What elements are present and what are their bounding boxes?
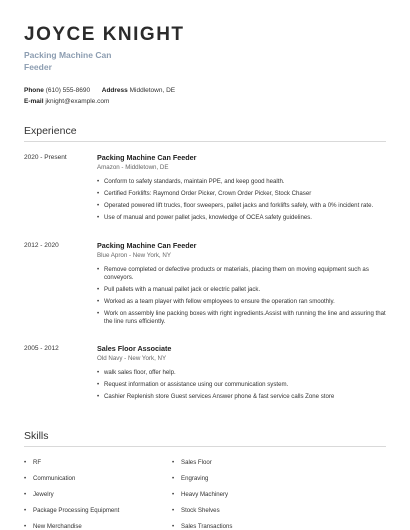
bullet-item: • Pull pallets with a manual pallet jack or electric pallet jack. <box>97 286 387 294</box>
job-date: 2012 - 2020 <box>24 242 59 249</box>
skills-divider <box>24 446 386 447</box>
bullet-item: • Remove completed or defective products or materials, placing them on moving equipment such as conveyors. <box>97 266 387 282</box>
bullet-item: • Request information or assistance using our communication system. <box>97 381 387 389</box>
bullet-item: • Operated powered lift trucks, floor sweepers, pallet jacks and forklifts safely, with a 0% incident rate. <box>97 202 387 210</box>
phone-label: Phone <box>24 87 44 94</box>
experience-divider <box>24 141 386 142</box>
job-date: 2005 - 2012 <box>24 345 59 352</box>
bullet-item: • Certified Forklifts: Raymond Order Picker, Crown Order Picker, Stock Chaser <box>97 190 387 198</box>
contact-line-2 <box>24 96 175 107</box>
job-bullets <box>97 178 387 222</box>
job-company: Amazon - Middletown, DE <box>97 164 169 171</box>
job-title-line-2: Feeder <box>24 62 52 72</box>
email-value[interactable]: jknight@example.com <box>45 98 110 105</box>
phone-value: (610) 555-8690 <box>45 87 91 94</box>
bullet-item: • Worked as a team player with fellow employees to ensure the operation ran smoothly. <box>97 298 387 306</box>
skill-item: • Stock Shelves <box>172 507 322 515</box>
experience-heading: Experience <box>24 125 77 137</box>
skills-column-right <box>172 459 322 530</box>
skill-item: • Package Processing Equipment <box>24 507 174 515</box>
resume-header <box>24 24 384 73</box>
job-position: Sales Floor Associate <box>97 344 172 353</box>
job-details <box>97 153 387 226</box>
skills-heading: Skills <box>24 430 49 442</box>
bullet-item: • Use of manual and power pallet jacks, knowledge of OCEA safety guidelines. <box>97 214 387 222</box>
job-details <box>97 241 387 330</box>
job-position: Packing Machine Can Feeder <box>97 153 197 162</box>
bullet-item: • Work on assembly line packing boxes with right ingredients.Assist with running the line and assuring that the line runs efficiently. <box>97 310 387 326</box>
address-label: Address <box>101 87 128 94</box>
skill-item: • RF <box>24 459 174 467</box>
skill-item: • Communication <box>24 475 174 483</box>
bullet-item: • walk sales floor, offer help. <box>97 369 387 377</box>
bullet-item: • Cashier Replenish store Guest services Answer phone & fast service calls Zone store <box>97 393 387 401</box>
skills-column-left <box>24 459 174 530</box>
job-position: Packing Machine Can Feeder <box>97 241 197 250</box>
skill-item: • Sales Floor <box>172 459 322 467</box>
skill-item: • Jewelry <box>24 491 174 499</box>
contact-line-1 <box>24 85 175 96</box>
job-date: 2020 - Present <box>24 154 67 161</box>
bullet-item: • Conform to safety standards, maintain PPE, and keep good health. <box>97 178 387 186</box>
skill-item: • Sales Transactions <box>172 523 322 530</box>
job-company: Blue Apron - New York, NY <box>97 252 171 259</box>
candidate-name: JOYCE KNIGHT <box>24 24 185 45</box>
job-title-line-1: Packing Machine Can <box>24 50 112 60</box>
job-title-heading <box>24 49 144 73</box>
job-details <box>97 344 387 405</box>
skill-item: • Engraving <box>172 475 322 483</box>
job-bullets <box>97 266 387 327</box>
job-company: Old Navy - New York, NY <box>97 355 167 362</box>
address-value: Middletown, DE <box>129 87 176 94</box>
contact-block <box>24 85 175 107</box>
email-label: E-mail <box>24 98 44 105</box>
skill-item: • New Merchandise <box>24 523 174 530</box>
skill-item: • Heavy Machinery <box>172 491 322 499</box>
job-bullets <box>97 369 387 401</box>
